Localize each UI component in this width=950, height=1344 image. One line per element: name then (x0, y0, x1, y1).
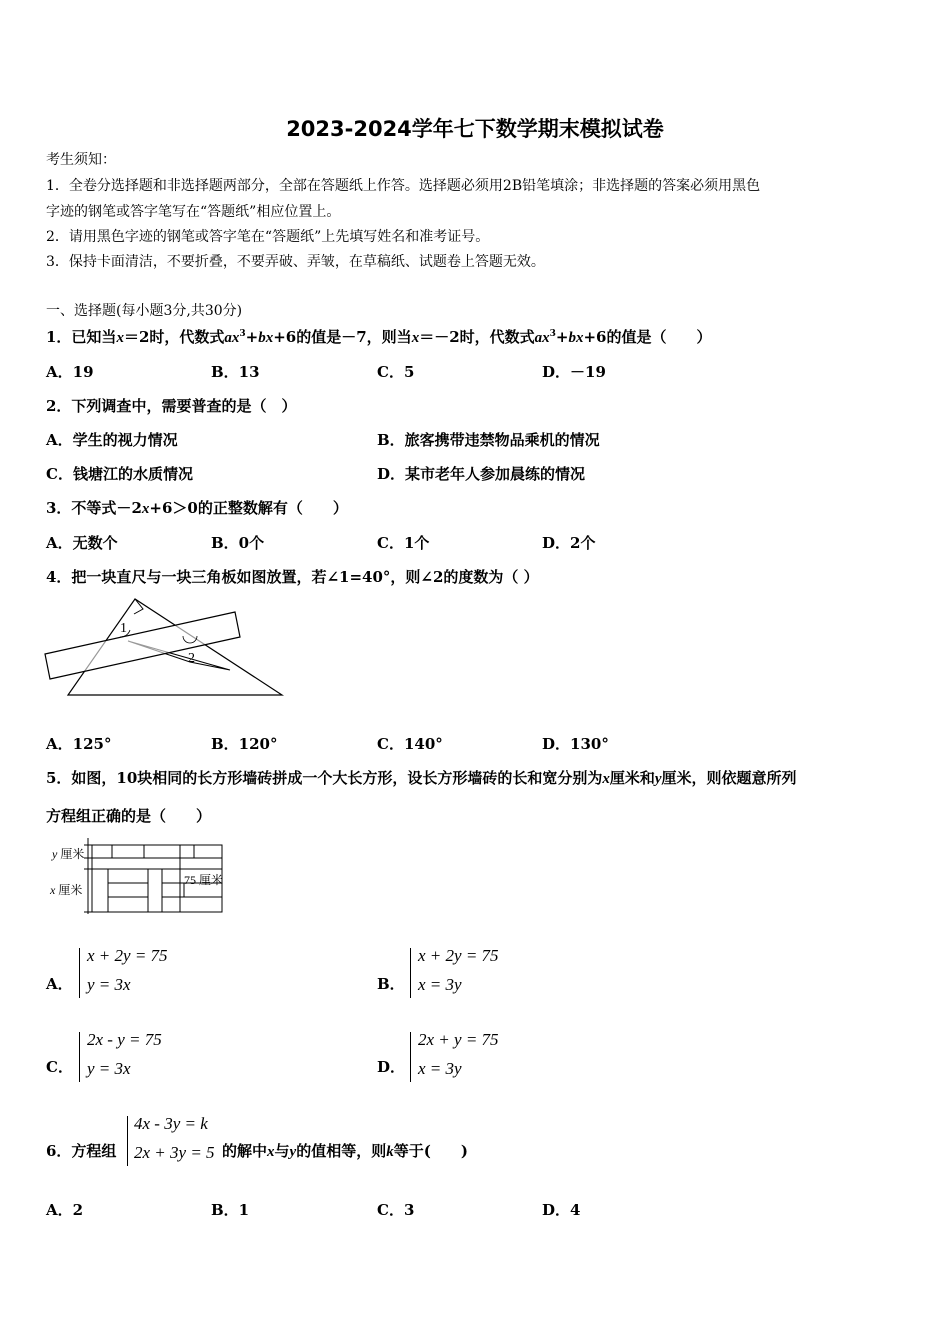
question-4-option-c[interactable]: C．140° (377, 735, 443, 753)
question-5-option-b-eq-1: x + 2y = 75 (418, 946, 499, 965)
notice-item-1-line-1: 1．全卷分选择题和非选择题两部分，全部在答题纸上作答。选择题必须用2B铅笔填涂；非选择题的答案必须用黑色 (46, 178, 761, 194)
question-4-stem: 4．把一块直尺与一块三角板如图放置，若∠1=40°，则∠2的度数为（ ） (46, 568, 539, 586)
ruler-triangle-figure (40, 592, 290, 702)
question-5-stem-line-1: 5．如图，10块相同的长方形墙砖拼成一个大长方形，设长方形墙砖的长和宽分别为x厘米和y厘米，则依题意所列 (46, 769, 797, 787)
question-2-stem: 2．下列调查中，需要普查的是（ ） (46, 397, 297, 415)
question-3-option-c[interactable]: C．1个 (377, 534, 430, 552)
question-2-option-a[interactable]: A．学生的视力情况 (46, 431, 178, 449)
question-5-option-d-eq-2: x = 3y (418, 1059, 462, 1078)
question-4-option-a[interactable]: A．125° (46, 735, 112, 753)
question-6-option-b[interactable]: B．1 (211, 1201, 250, 1219)
question-1-option-d[interactable]: D．－19 (542, 363, 606, 381)
question-3-option-a[interactable]: A．无数个 (46, 534, 118, 552)
section-heading: 一、选择题(每小题3分,共30分) (46, 303, 243, 319)
question-6-brace (127, 1116, 128, 1166)
brick-length-label: x 厘米 (50, 883, 83, 897)
question-5-option-a-label[interactable]: A． (46, 975, 73, 993)
question-3-option-b[interactable]: B．0个 (211, 534, 265, 552)
angle-2-label: 2 (188, 651, 195, 666)
question-4-option-b[interactable]: B．120° (211, 735, 278, 753)
question-2-option-b[interactable]: B．旅客携带违禁物品乘机的情况 (377, 431, 600, 449)
notice-item-1-line-2: 字迹的钢笔或答字笔写在“答题纸”相应位置上。 (46, 204, 341, 220)
question-1-stem: 1．已知当x＝2时，代数式$ax^3+bx+6$的值是－7，则当x＝－2时，代数式$ax^3+bx+6$的值是（ ） (46, 328, 712, 346)
wall-height-label: 75 厘米 (184, 873, 224, 887)
question-5-option-a-eq-2: y = 3x (87, 975, 131, 994)
question-5-option-a-eq-1: x + 2y = 75 (87, 946, 168, 965)
angle-1-label: 1 (120, 621, 127, 636)
notice-item-3: 3．保持卡面清洁，不要折叠，不要弄破、弄皱，在草稿纸、试题卷上答题无效。 (46, 254, 545, 270)
question-5-option-b-eq-2: x = 3y (418, 975, 462, 994)
question-5-option-b-label[interactable]: B． (377, 975, 405, 993)
notice-heading: 考生须知： (46, 152, 116, 168)
question-5-option-c-brace (79, 1032, 80, 1082)
question-5-option-a-brace (79, 948, 80, 998)
question-6-label: 6．方程组 (46, 1142, 117, 1160)
question-2-option-c[interactable]: C．钱塘江的水质情况 (46, 465, 193, 483)
question-1-option-b[interactable]: B．13 (211, 363, 260, 381)
question-6-option-d[interactable]: D．4 (542, 1201, 581, 1219)
question-5-option-c-eq-1: 2x - y = 75 (87, 1030, 162, 1049)
question-6-eq-1: 4x - 3y = k (134, 1114, 208, 1133)
page-title: 2023-2024学年七下数学期末模拟试卷 (286, 117, 664, 141)
notice-item-2: 2．请用黑色字迹的钢笔或答字笔在“答题纸”上先填写姓名和准考证号。 (46, 229, 490, 245)
question-3-option-d[interactable]: D．2个 (542, 534, 596, 552)
question-5-option-c-label[interactable]: C． (46, 1058, 73, 1076)
brick-wall-figure (44, 836, 234, 916)
question-2-option-d[interactable]: D．某市老年人参加晨练的情况 (377, 465, 586, 483)
question-6-eq-2: 2x + 3y = 5 (134, 1143, 215, 1162)
question-5-option-d-brace (410, 1032, 411, 1082)
question-5-option-d-label[interactable]: D． (377, 1058, 406, 1076)
question-1-option-c[interactable]: C．5 (377, 363, 415, 381)
question-3-stem: 3．不等式－2x+6＞0的正整数解有（ ） (46, 499, 348, 517)
brick-width-label: y 厘米 (52, 847, 85, 861)
question-6-option-a[interactable]: A．2 (46, 1201, 84, 1219)
question-6-stem-tail: 的解中x与y的值相等，则k等于( ) (222, 1142, 468, 1160)
question-6-option-c[interactable]: C．3 (377, 1201, 415, 1219)
question-5-stem-line-2: 方程组正确的是（ ） (46, 807, 212, 825)
question-4-option-d[interactable]: D．130° (542, 735, 609, 753)
question-1-option-a[interactable]: A．19 (46, 363, 94, 381)
question-5-option-c-eq-2: y = 3x (87, 1059, 131, 1078)
question-5-option-b-brace (410, 948, 411, 998)
question-5-option-d-eq-1: 2x + y = 75 (418, 1030, 499, 1049)
